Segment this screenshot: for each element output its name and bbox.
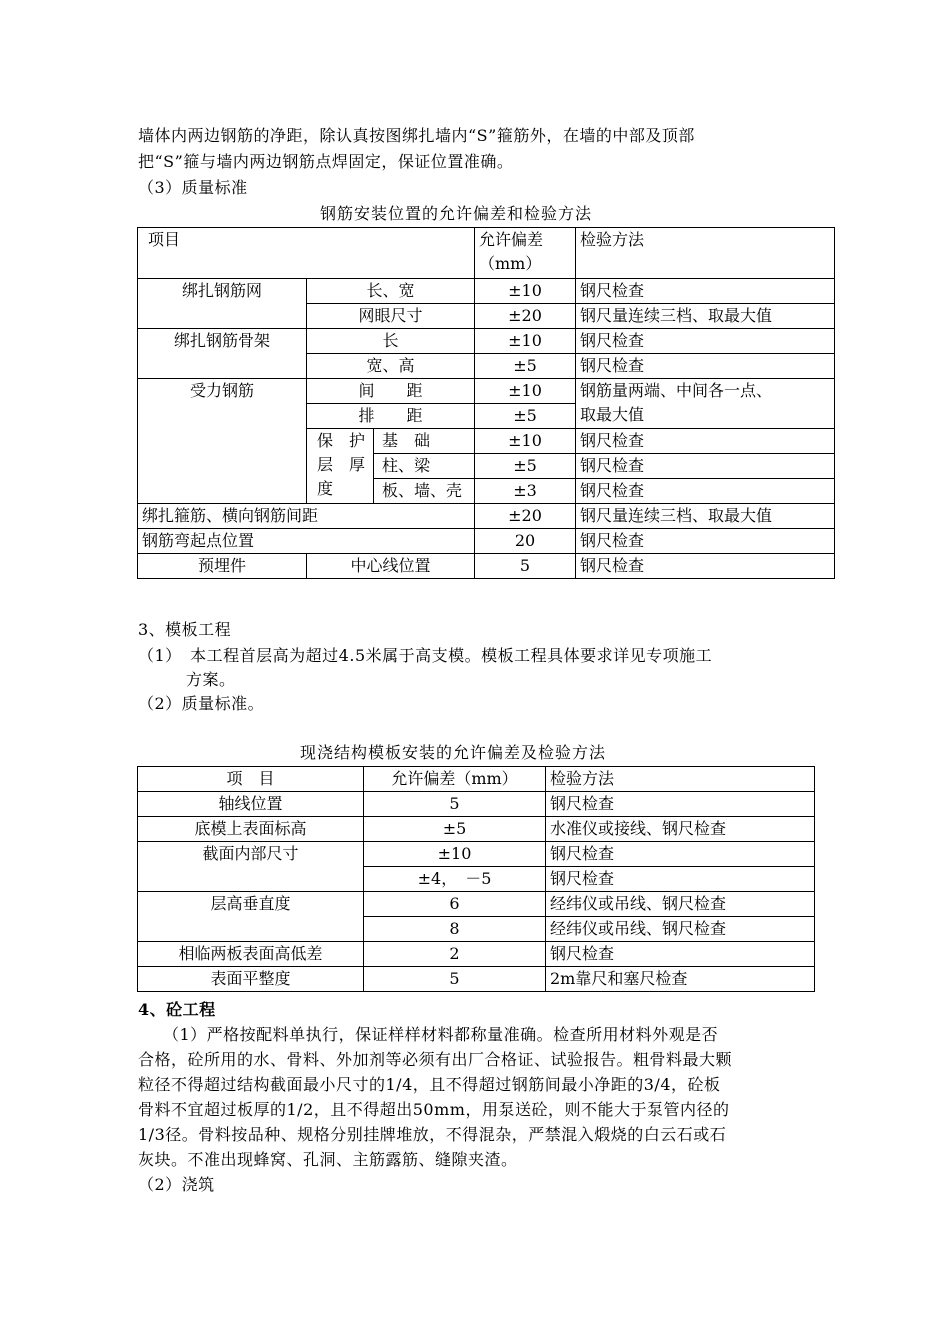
table-row (138, 329, 835, 354)
table2-title: 现浇结构模板安装的允许偏差及检验方法 (300, 743, 607, 762)
table-row (138, 842, 815, 867)
cell-method: 钢尺检查 (576, 454, 835, 479)
section4-para-line3: 粒径不得超过结构截面最小尺寸的1/4，且不得超过钢筋间最小净距的3/4，砼板 (138, 1075, 721, 1094)
cell-method: 钢尺检查 (576, 529, 835, 554)
cell-item: 层高垂直度 (138, 892, 364, 942)
cell-subitem: 长 (307, 329, 475, 354)
cell-item: 绑扎箍筋、横向钢筋间距 (138, 504, 475, 529)
cell-tolerance: 20 (475, 529, 576, 554)
table-row (138, 529, 835, 554)
cell-cover-thickness (307, 429, 374, 504)
cell-method: 钢尺量连续三档、取最大值 (576, 304, 835, 329)
cell-method: 钢尺检查 (576, 479, 835, 504)
cell-tolerance: ±5 (475, 454, 576, 479)
cell-subitem: 网眼尺寸 (307, 304, 475, 329)
cell-tolerance: 5 (475, 554, 576, 579)
table-row (138, 817, 815, 842)
cell-tolerance: ±5 (475, 354, 576, 379)
cell-method-line2: 取最大值 (580, 405, 645, 424)
cell-item: 轴线位置 (138, 792, 364, 817)
cell-tolerance: 5 (364, 967, 546, 992)
cell-method: 钢尺检查 (546, 942, 815, 967)
cell-subitem: 间 距 (307, 379, 475, 404)
section3-item1: （1） 本工程首层高为超过4.5米属于高支模。模板工程具体要求详见专项施工 (138, 646, 713, 665)
cell-tolerance: ±5 (364, 817, 546, 842)
section4-para-line1: （1）严格按配料单执行，保证样样材料都称量准确。检查所用材料外观是否 (138, 1025, 719, 1044)
table-row (138, 554, 835, 579)
cell-method: 钢尺检查 (576, 329, 835, 354)
cell-item: 表面平整度 (138, 967, 364, 992)
table-header-row (138, 228, 835, 279)
cell-tolerance: ±10 (475, 329, 576, 354)
cell-tolerance: ±3 (475, 479, 576, 504)
cell-tolerance: 2 (364, 942, 546, 967)
section3-heading: 3、模板工程 (138, 620, 232, 639)
quality-standard-heading: （3）质量标准 (138, 178, 248, 197)
cell-tolerance: ±20 (475, 504, 576, 529)
table-row (138, 279, 835, 304)
cell-tolerance: ±4， －5 (364, 867, 546, 892)
header-item: 项 目 (138, 767, 364, 792)
table-row (138, 792, 815, 817)
table-row (138, 942, 815, 967)
cell-item: 预埋件 (138, 554, 307, 579)
cell-tolerance: ±20 (475, 304, 576, 329)
cell-tolerance: ±10 (475, 279, 576, 304)
cell-item: 底模上表面标高 (138, 817, 364, 842)
section4-para-line5: 1/3径。骨料按品种、规格分别挂牌堆放，不得混杂，严禁混入煅烧的白云石或石 (138, 1125, 727, 1144)
cell-tolerance: ±5 (475, 404, 576, 429)
cell-method: 钢尺检查 (576, 354, 835, 379)
section4-para-line4: 骨料不宜超过板厚的1/2，且不得超出50mm，用泵送砼，则不能大于泵管内径的 (138, 1100, 730, 1119)
cell-method: 经纬仪或吊线、钢尺检查 (546, 917, 815, 942)
cell-tolerance: ±10 (475, 429, 576, 454)
cell-tolerance: 5 (364, 792, 546, 817)
cell-method: 钢尺检查 (576, 554, 835, 579)
cell-method: 经纬仪或吊线、钢尺检查 (546, 892, 815, 917)
table1-title: 钢筋安装位置的允许偏差和检验方法 (320, 204, 593, 223)
header-tolerance-line1: 允许偏差 (479, 230, 544, 249)
cell-item: 受力钢筋 (138, 379, 307, 504)
table-row (138, 504, 835, 529)
header-tolerance-line2: （mm） (479, 254, 542, 273)
cell-method: 钢尺量连续三档、取最大值 (576, 504, 835, 529)
cell-subitem: 中心线位置 (307, 554, 475, 579)
cover-label-line1: 保 护 (317, 431, 366, 450)
table-row (138, 967, 815, 992)
section3-item2: （2）质量标准。 (138, 694, 265, 713)
intro-line-2: 把“S”箍与墙内两边钢筋点焊固定，保证位置准确。 (138, 152, 514, 171)
section3-item1-cont: 方案。 (186, 670, 236, 689)
cell-method: 钢尺检查 (546, 792, 815, 817)
cell-method-line1: 钢筋量两端、中间各一点、 (580, 381, 773, 400)
cell-item: 截面内部尺寸 (138, 842, 364, 892)
cell-method (576, 379, 835, 429)
cell-item: 绑扎钢筋骨架 (138, 329, 307, 379)
header-tolerance (475, 228, 576, 279)
header-method: 检验方法 (546, 767, 815, 792)
table-row (138, 892, 815, 917)
cover-label-line2: 层 厚 (317, 455, 366, 474)
cover-label-line3: 度 (317, 479, 334, 498)
cell-item: 绑扎钢筋网 (138, 279, 307, 329)
header-method: 检验方法 (576, 228, 835, 279)
cell-subitem: 排 距 (307, 404, 475, 429)
cell-method: 钢尺检查 (546, 842, 815, 867)
table-header-row (138, 767, 815, 792)
cell-tolerance: ±10 (475, 379, 576, 404)
cell-method: 钢尺检查 (576, 429, 835, 454)
section4-pouring-heading: （2）浇筑 (138, 1175, 215, 1194)
header-tolerance: 允许偏差（mm） (364, 767, 546, 792)
cell-subitem: 长、宽 (307, 279, 475, 304)
cell-method: 钢尺检查 (546, 867, 815, 892)
cell-subitem: 宽、高 (307, 354, 475, 379)
table-row (138, 379, 835, 404)
cell-tolerance: 8 (364, 917, 546, 942)
cell-method: 2m靠尺和塞尺检查 (546, 967, 815, 992)
cell-tolerance: 6 (364, 892, 546, 917)
cell-item: 相临两板表面高低差 (138, 942, 364, 967)
cell-item: 钢筋弯起点位置 (138, 529, 475, 554)
cell-method: 钢尺检查 (576, 279, 835, 304)
section4-heading: 4、砼工程 (138, 1000, 216, 1019)
cell-method: 水准仪或接线、钢尺检查 (546, 817, 815, 842)
cell-subitem: 板、墙、壳 (374, 479, 475, 504)
cell-subitem: 基 础 (374, 429, 475, 454)
rebar-tolerance-table (137, 227, 835, 579)
header-item: 项目 (138, 228, 475, 279)
section4-para-line2: 合格，砼所用的水、骨料、外加剂等必须有出厂合格证、试验报告。粗骨料最大颗 (138, 1050, 733, 1069)
cell-tolerance: ±10 (364, 842, 546, 867)
formwork-tolerance-table (137, 766, 815, 992)
intro-line-1: 墙体内两边钢筋的净距，除认真按图绑扎墙内“S”箍筋外，在墙的中部及顶部 (138, 126, 695, 145)
cell-subitem: 柱、梁 (374, 454, 475, 479)
section4-para-line6: 灰块。不准出现蜂窝、孔洞、主筋露筋、缝隙夹渣。 (138, 1150, 518, 1169)
